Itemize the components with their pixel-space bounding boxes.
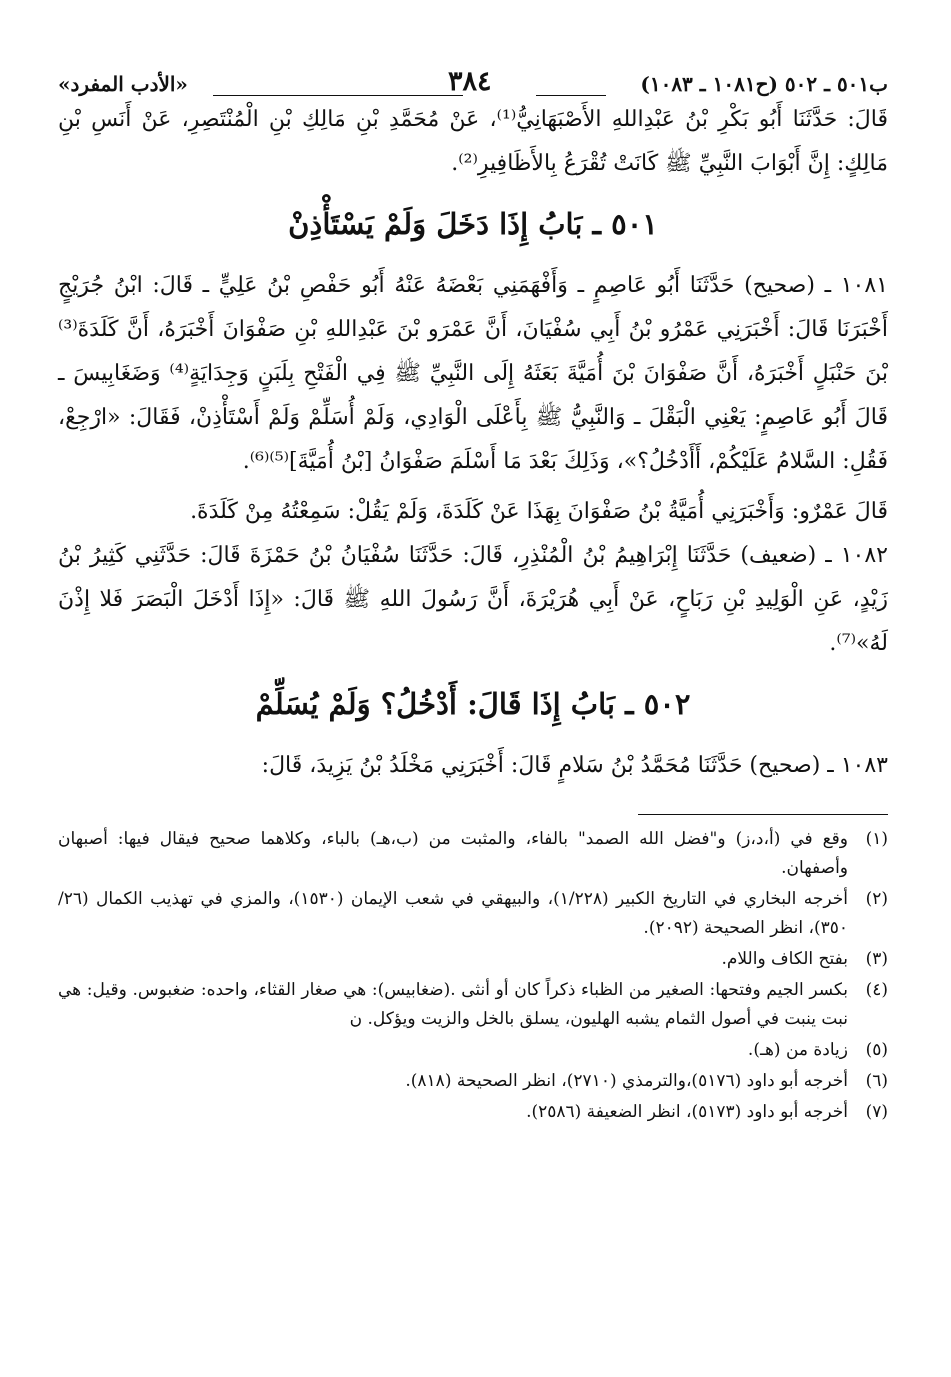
hadith-1081: ١٠٨١ ـ (صحيح) حَدَّثَنَا أَبُو عَاصِمٍ ـ وَأَفْهَمَنِي بَعْضَهُ عَنْهُ أَبُو حَفْصِ بْنُ عَلِيٍّ ـ قَالَ: ابْنُ جُرَيْجٍ أَخْبَرَنَا قَالَ: أَخْبَرَنِي عَمْرُو بْنُ أَبِي سُفْيَانَ، أَنَّ عَمْرَو بْنَ عَبْدِاللهِ بْنِ صَفْوَانَ أَخْبَرَهُ، أَنَّ كَلَدَةَ⁽³⁾ بْنَ حَنْبَلٍ أَخْبَرَهُ، أَنَّ صَفْوَانَ بْنَ أُمَيَّةَ بَعَثَهُ إِلَى النَّبِيِّ ﷺ فِي الْفَتْحِ بِلَبَنٍ وَجِدَايَةٍ⁽⁴⁾ وَضَغَابِيسَ ـ قَالَ أَبُو عَاصِمٍ: يَعْنِي الْبَقْلَ ـ وَالنَّبِيُّ ﷺ بِأَعْلَى الْوَادِي، وَلَمْ أُسَلِّمْ وَلَمْ أَسْتَأْذِنْ، فَقَالَ: «ارْجِعْ، فَقُلِ: السَّلامُ عَلَيْكُمْ، أَأَدْخُلُ؟»، وَذَلِكَ بَعْدَ مَا أَسْلَمَ صَفْوَانُ [بْنُ أُمَيَّةَ]⁽⁵⁾⁽⁶⁾. [58,273,888,474]
footnote-text: زيادة من (هـ). [747,1040,848,1060]
header-rule [213,95,463,96]
book-title: «الأدب المفرد» [58,72,188,96]
chapter-heading-502: ٥٠٢ ـ بَابُ إِذَا قَالَ: أَدْخُلُ؟ وَلَمْ يُسَلِّمْ [255,687,691,721]
footnote-text: أخرجه البخاري في التاريخ الكبير (١/٢٢٨)، والبيهقي في شعب الإيمان (١٥٣٠)، والمزي في تهذيب الكمال (٢٦/ ٣٥٠)، انظر الصحيحة (٢٠٩٢). [58,889,848,938]
footnote [58,1067,888,1096]
footnote-text: بفتح الكاف واللام. [721,949,848,969]
footnote-number: (٢) [865,889,888,909]
footnote-text: وقع في (أ،د،ز) و"فضل الله الصمد" بالفاء، والمثبت من (ب،هـ) بالباء، وكلاهما صحيح فيقال فيها: أصبهان وأصفهان. [58,829,848,878]
footnote-separator [638,814,888,815]
footnote-text: بكسر الجيم وفتحها: الصغير من الظباء ذكراً كان أو أنثى .(ضغابيس): هي صغار القثاء، واحده: ضغبوس. وقيل: هي نبت ينبت في أصول الثمام يشبه الهليون، يسلق بالخل والزيت ويؤكل. ن [58,980,848,1029]
footnote [58,945,888,974]
hadith-range: ب٥٠١ ـ ٥٠٢ (ح١٠٨١ ـ ١٠٨٣) [640,72,888,96]
footnote [58,885,888,943]
footnote [58,825,888,883]
footnote-number: (٥) [865,1040,888,1060]
amr-note: قَالَ عَمْرٌو: وَأَخْبَرَنِي أُمَيَّةُ بْنُ صَفْوَانَ بِهَذَا عَنْ كَلَدَةَ، وَلَمْ يَقُلْ: سَمِعْتُهُ مِنْ كَلَدَةَ. [190,499,888,524]
page-number: ٣٨٤ [448,66,492,97]
footnotes [58,825,888,1127]
intro-paragraph: قَالَ: حَدَّثَنَا أَبُو بَكْرِ بْنُ عَبْدِاللهِ الأَصْبَهَانِيُّ⁽¹⁾، عَنْ مُحَمَّدِ بْنِ مَالِكِ بْنِ الْمُنْتَصِرِ، عَنْ أَنَسِ بْنِ مَالِكٍ: إِنَّ أَبْوَابَ النَّبِيِّ ﷺ كَانَتْ تُقْرَعُ بِالأَظَافِيرِ⁽²⁾. [58,107,888,176]
footnote-number: (٤) [865,980,888,1000]
footnote-number: (٧) [865,1102,888,1122]
footnote-number: (٦) [865,1071,888,1091]
book-page [58,62,888,1129]
footnote-text: أخرجه أبو داود (٥١٧٣)، انظر الضعيفة (٢٥٨٦). [526,1102,848,1122]
footnote [58,1098,888,1127]
header-rule [536,95,606,96]
hadith-1083: ١٠٨٣ ـ (صحيح) حَدَّثَنَا مُحَمَّدُ بْنُ سَلامٍ قَالَ: أَخْبَرَنِي مَخْلَدُ بْنُ يَزِيدَ، قَالَ: [261,753,888,778]
hadith-1082: ١٠٨٢ ـ (ضعيف) حَدَّثَنَا إِبْرَاهِيمُ بْنُ الْمُنْذِرِ، قَالَ: حَدَّثَنَا سُفْيَانُ بْنُ حَمْزَةَ قَالَ: حَدَّثَنِي كَثِيرُ بْنُ زَيْدٍ، عَنِ الْوَلِيدِ بْنِ رَبَاحٍ، عَنْ أَبِي هُرَيْرَةَ، أَنَّ رَسُولَ اللهِ ﷺ قَالَ: «إِذَا أَدْخَلَ الْبَصَرَ فَلا إِذْنَ لَهُ»⁽⁷⁾. [58,543,888,656]
page-header [58,62,888,98]
footnote-number: (١) [865,829,888,849]
footnote [58,1036,888,1065]
footnote [58,976,888,1034]
footnote-text: أخرجه أبو داود (٥١٧٦)،والترمذي (٢٧١٠)، انظر الصحيحة (٨١٨). [405,1071,848,1091]
chapter-heading-501: ٥٠١ ـ بَابُ إِذَا دَخَلَ وَلَمْ يَسْتَأْذِنْ [288,207,658,241]
footnote-number: (٣) [865,949,888,969]
